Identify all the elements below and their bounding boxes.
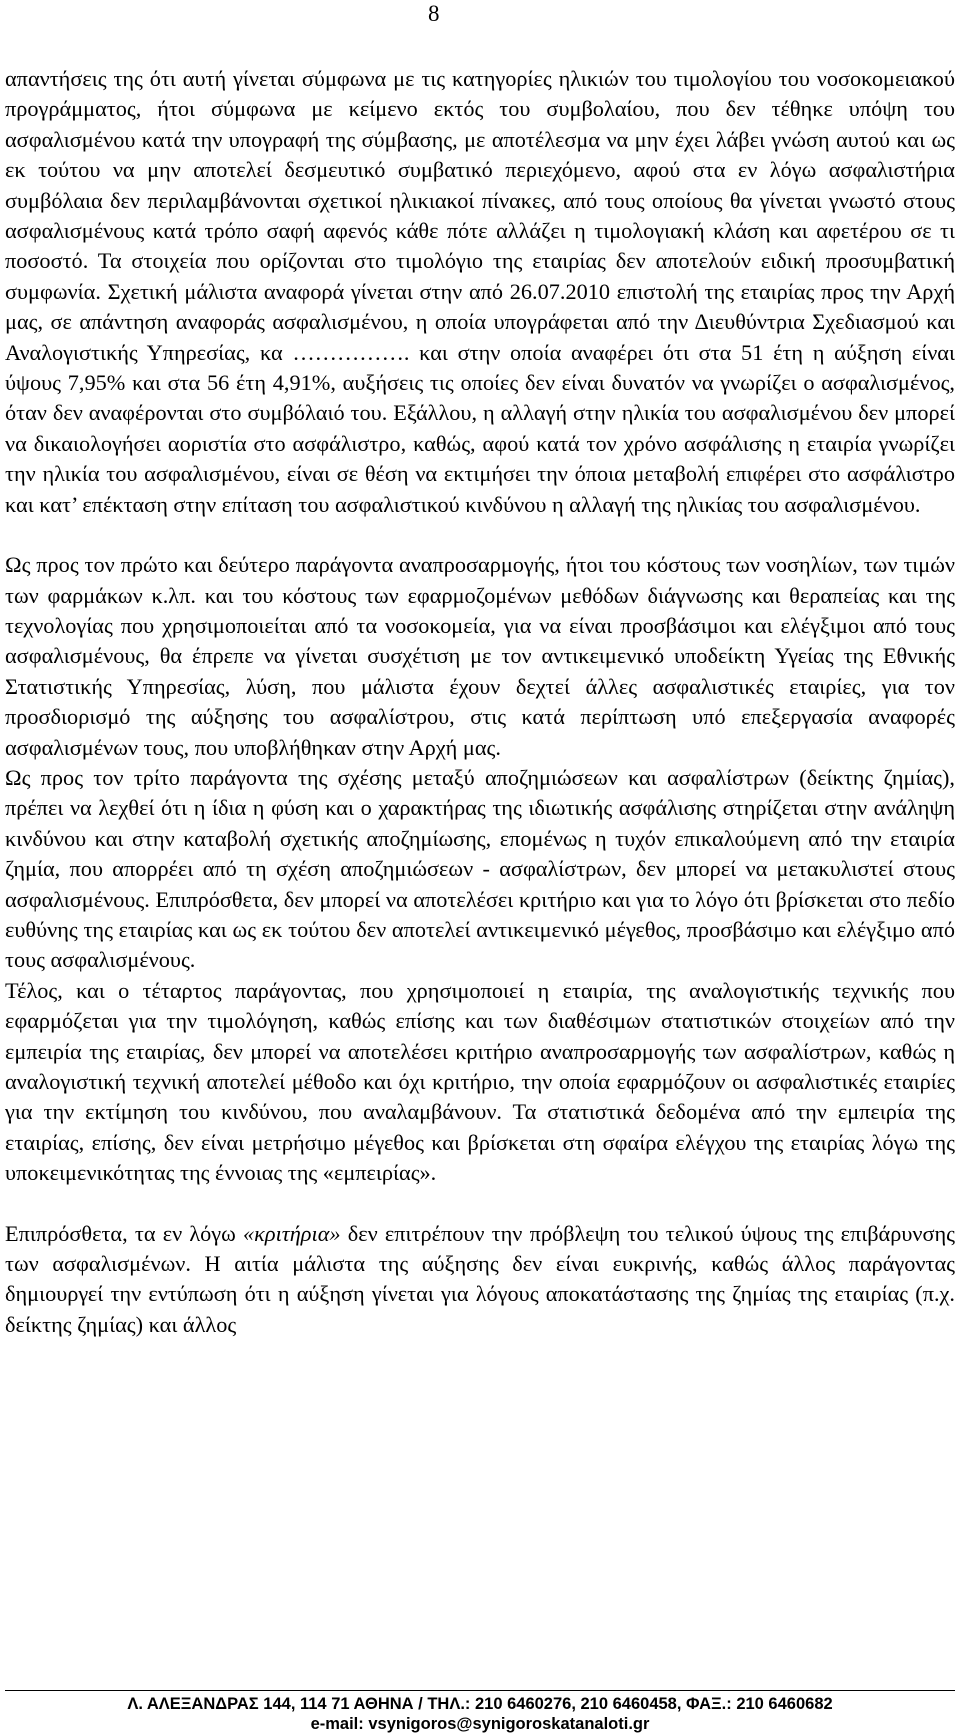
paragraph-3: Ως προς τον τρίτο παράγοντα της σχέσης μεταξύ αποζημιώσεων και ασφαλίστρων (δείκτης ζημίας), πρέπει να λεχθεί ότι η ίδια η φύση και ο χαρακτήρας της ιδιωτικής ασφάλισης στηρίζεται στην ανάληψη κινδύνου και στην καταβολή σχετικής αποζημίωσης, επομένως η τυχόν επικαλούμενη από την εταιρία ζημία, που απορρέει από τη σχέση αποζημιώσεων - ασφαλίστρων, δεν μπορεί να μετακυλιστεί στους ασφαλισμένους. Επιπρόσθετα, δεν μπορεί να αποτελέσει κριτήριο και για το λόγο ότι βρίσκεται στο πεδίο ευθύνης της εταιρίας και ως εκ τούτου δεν αποτελεί αντικειμενικό μέγεθος, προσβάσιμο και ελέγξιμο από τους ασφαλισμένους. [5,764,955,973]
paragraph-5-text-after: δεν επιτρέπουν την πρόβλεψη του τελικού ύψους της επιβάρυνσης των ασφαλισμένων. Η αιτία μάλιστα της αύξησης δεν είναι ευκρινής, καθώς άλλος παράγοντας δημιουργεί την εντύπωση ότι η αύξηση γίνεται για λόγους αποκατάστασης της ζημίας της εταιρίας (π.χ. δείκτης ζημίας) και άλλος [5,1220,955,1337]
document-body [5,64,955,1340]
page-number: 8 [428,1,440,26]
paragraph-5-text-before: Επιπρόσθετα, τα εν λόγω [5,1220,244,1246]
paragraph-2: Ως προς τον πρώτο και δεύτερο παράγοντα αναπροσαρμογής, ήτοι του κόστους των νοσηλίων, των τιμών των φαρμάκων κ.λπ. και του κόστους των εφαρμοζομένων μεθόδων διάγνωσης και θεραπείας και της τεχνολογίας που χρησιμοποιείται από τα νοσοκομεία, για να είναι προσβάσιμοι και ελέγξιμοι από τους ασφαλισμένους, θα έπρεπε να γίνεται συσχέτιση με τον αντικειμενικό υποδείκτη Υγείας της Εθνικής Στατιστικής Υπηρεσίας, λύση, που μάλιστα έχουν δεχτεί άλλες ασφαλιστικές εταιρίες, για τον προσδιορισμό της αύξησης του ασφαλίστρου, στις κατά περίπτωση υπό επεξεργασία αναφορές ασφαλισμένων τους, που υποβλήθηκαν στην Αρχή μας. [5,552,955,760]
paragraph-4: Τέλος, και ο τέταρτος παράγοντας, που χρησιμοποιεί η εταιρία, της αναλογιστικής τεχνικής που εφαρμόζεται για την τιμολόγηση, καθώς επίσης και των διαθέσιμων στατιστικών στοιχείων από την εμπειρία της εταιρίας, δεν μπορεί να αποτελέσει κριτήριο αναπροσαρμογής των ασφαλίστρων, καθώς η αναλογιστική τεχνική αποτελεί μέθοδο και όχι κριτήριο, την οποία εφαρμόζουν οι ασφαλιστικές εταιρίες για την εκτίμηση του κινδύνου, που αναλαμβάνουν. Τα στατιστικά δεδομένα από την εμπειρία της εταιρίας, επίσης, δεν είναι μετρήσιμο μέγεθος και βρίσκεται στη σφαίρα ελέγχου της εταιρίας λόγω της υποκειμενικότητας της έννοιας της «εμπειρίας». [5,977,955,1186]
paragraph-5-italic-term: «κριτήρια» [243,1220,341,1246]
paragraph-5 [5,1219,955,1341]
footer-divider [5,1690,955,1691]
paragraph-spacer [5,520,955,550]
footer-email: e-mail: vsynigoros@synigoroskatanaloti.gr [310,1715,650,1733]
paragraph-spacer [5,1189,955,1219]
paragraph-1: απαντήσεις της ότι αυτή γίνεται σύμφωνα με τις κατηγορίες ηλικιών του τιμολογίου του νοσοκομειακού προγράμματος, ήτοι σύμφωνα με κείμενο εκτός του συμβολαίου, που δεν τέθηκε υπόψη του ασφαλισμένου κατά την υπογραφή της σύμβασης, με αποτέλεσμα να μην έχει λάβει γνώση αυτού και ως εκ τούτου να μην αποτελεί δεσμευτικό συμβατικό περιεχόμενο, αφού στα εν λόγω ασφαλιστήρια συμβόλαια δεν περιλαμβάνονται σχετικοί ηλικιακοί πίνακες, από τους οποίους θα γίνεται γνωστό στους ασφαλισμένους κατά τρόπο σαφή αφενός κάθε πότε αλλάζει η τιμολογιακή κλάση και αφετέρου σε τι ποσοστό. Τα στοιχεία που ορίζονται στο τιμολόγιο της εταιρίας δεν αποτελούν ειδική προσυμβατική συμφωνία. Σχετική μάλιστα αναφορά γίνεται στην από 26.07.2010 επιστολή της εταιρίας προς την Αρχή μας, σε απάντηση αναφοράς ασφαλισμένου, η οποία υπογράφεται από την Διευθύντρια Σχεδιασμού και Αναλογιστικής Υπηρεσίας, κα ……………. και στην οποία αναφέρει ότι στα 51 έτη η αύξηση είναι ύψους 7,95% και στα 56 έτη 4,91%, αυξήσεις τις οποίες δεν είναι δυνατόν να γνωρίζει ο ασφαλισμένος, όταν δεν αναφέρονται στο συμβόλαιό του. Εξάλλου, η αλλαγή στην ηλικία του ασφαλισμένου δεν μπορεί να δικαιολογήσει αοριστία στο ασφάλιστρο, καθώς, αφού κατά τον χρόνο ασφάλισης η εταιρία γνωρίζει την ηλικία του ασφαλισμένου, είναι σε θέση να εκτιμήσει την όποια μεταβολή επιφέρει στο ασφάλιστρο και κατ’ επέκταση στην επίταση του ασφαλιστικού κινδύνου η αλλαγή της ηλικίας του ασφαλισμένου. [5,66,955,517]
footer [0,1694,960,1734]
footer-address: Λ. ΑΛΕΞΑΝΔΡΑΣ 144, 114 71 ΑΘΗΝΑ / ΤΗΛ.: 210 6460276, 210 6460458, ΦΑΞ.: 210 6460682 [127,1695,833,1713]
